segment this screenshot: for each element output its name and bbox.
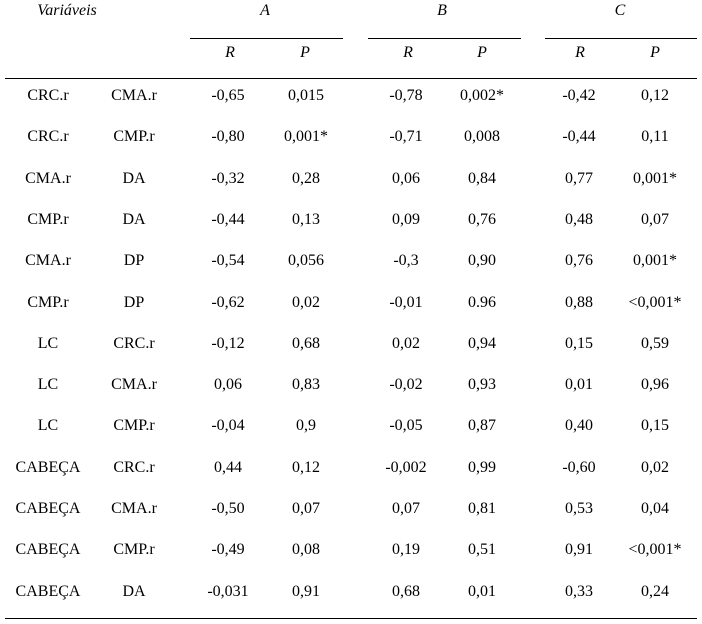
- cell-variable-1: CMA.r: [25, 252, 71, 270]
- cell-a-r: -0,50: [211, 500, 245, 517]
- cell-b-r: 0,19: [392, 541, 420, 559]
- cell-variable-1: CABEÇA: [15, 541, 81, 559]
- cell-variable-2: CRC.r: [113, 458, 155, 476]
- cell-b-r: -0,3: [393, 252, 419, 270]
- subheader-c-r: R: [575, 44, 585, 61]
- cell-a-p: 0,91: [292, 582, 320, 600]
- cell-a-p: 0,9: [296, 417, 316, 435]
- cell-variable-2: CMP.r: [113, 417, 155, 435]
- cell-c-p: 0,02: [641, 458, 669, 476]
- cell-c-r: 0,40: [565, 417, 593, 435]
- table-row: [0, 499, 702, 539]
- cell-c-r: 0,01: [565, 376, 593, 394]
- cell-variable-1: CABEÇA: [15, 500, 81, 517]
- cell-b-r: 0,68: [392, 582, 420, 600]
- subheader-a-r: R: [225, 44, 235, 61]
- cell-a-r: -0,49: [211, 541, 245, 559]
- cell-a-p: 0,001*: [284, 128, 328, 146]
- cell-a-r: -0,65: [211, 87, 245, 104]
- table-row: [0, 169, 702, 209]
- cell-a-r: -0,12: [211, 334, 245, 352]
- table-row: [0, 458, 702, 498]
- cell-c-r: 0,88: [565, 293, 593, 311]
- cell-b-p: 0,87: [468, 417, 496, 435]
- cell-c-p: 0,11: [641, 128, 669, 146]
- cell-a-p: 0,02: [292, 293, 320, 311]
- cell-a-p: 0,83: [292, 376, 320, 394]
- table-row: [0, 127, 702, 167]
- cell-c-r: 0,53: [565, 500, 593, 517]
- cell-c-p: 0,001*: [633, 252, 677, 270]
- cell-a-r: -0,62: [211, 293, 245, 311]
- cell-variable-2: CRC.r: [113, 334, 155, 352]
- cell-a-p: 0,13: [292, 210, 320, 228]
- cell-variable-2: CMA.r: [111, 500, 157, 517]
- cell-b-p: 0,84: [468, 169, 496, 187]
- cell-a-r: 0,44: [214, 458, 242, 476]
- cell-a-p: 0,28: [292, 169, 320, 187]
- cell-a-r: -0,44: [211, 210, 245, 228]
- cell-a-r: -0,80: [211, 128, 245, 146]
- cell-b-p: 0,99: [468, 458, 496, 476]
- cell-variable-2: DA: [122, 169, 146, 187]
- table-header-rule: [5, 78, 697, 79]
- cell-b-r: -0,78: [389, 87, 423, 104]
- cell-b-p: 0,01: [468, 582, 496, 600]
- cell-c-r: 0,91: [565, 541, 593, 559]
- cell-a-r: -0,031: [207, 582, 249, 600]
- cell-a-p: 0,08: [292, 541, 320, 559]
- table-row: [0, 251, 702, 291]
- cell-c-p: 0,04: [641, 500, 669, 517]
- cell-a-p: 0,12: [292, 458, 320, 476]
- cell-a-r: -0,54: [211, 252, 245, 270]
- cell-c-r: 0,76: [565, 252, 593, 270]
- table-row: [0, 334, 702, 374]
- table-row: [0, 540, 702, 580]
- cell-variable-2: DA: [122, 582, 146, 600]
- cell-c-p: 0,24: [641, 582, 669, 600]
- cell-b-p: 0,008: [464, 128, 500, 146]
- cell-c-r: 0,48: [565, 210, 593, 228]
- cell-variable-2: DA: [122, 210, 146, 228]
- cell-c-r: 0,77: [565, 169, 593, 187]
- cell-b-r: -0,01: [389, 293, 423, 311]
- table-row: [0, 416, 702, 456]
- cell-variable-1: LC: [37, 376, 59, 394]
- cell-b-p: 0,76: [468, 210, 496, 228]
- group-a-underline: [190, 38, 343, 39]
- cell-a-p: 0,015: [288, 87, 324, 104]
- table-row: [0, 375, 702, 415]
- cell-variable-1: CABEÇA: [15, 458, 81, 476]
- cell-variable-2: CMA.r: [111, 87, 157, 104]
- cell-b-p: 0.96: [468, 293, 496, 311]
- cell-b-p: 0,90: [468, 252, 496, 270]
- cell-c-p: <0,001*: [628, 541, 682, 559]
- cell-variable-2: CMP.r: [113, 541, 155, 559]
- cell-b-r: 0,06: [392, 169, 420, 187]
- cell-b-p: 0,94: [468, 334, 496, 352]
- cell-variable-2: CMP.r: [113, 128, 155, 146]
- cell-c-p: 0,96: [641, 376, 669, 394]
- cell-variable-2: DP: [123, 252, 145, 270]
- table-row: [0, 293, 702, 333]
- group-b-underline: [368, 38, 521, 39]
- cell-variable-1: LC: [37, 334, 59, 352]
- table-row: [0, 582, 702, 622]
- header-group-c: C: [614, 2, 626, 19]
- table-row: [0, 210, 702, 250]
- cell-b-p: 0,002*: [460, 87, 504, 104]
- cell-b-p: 0,81: [468, 500, 496, 517]
- header-group-a: A: [260, 2, 270, 19]
- cell-c-p: 0,001*: [633, 169, 677, 187]
- cell-a-r: 0,06: [214, 376, 242, 394]
- cell-c-p: 0,15: [641, 417, 669, 435]
- subheader-b-p: P: [477, 44, 487, 61]
- cell-c-p: <0,001*: [628, 293, 682, 311]
- cell-a-p: 0,07: [292, 500, 320, 517]
- cell-c-r: -0,42: [562, 87, 596, 104]
- group-c-underline: [545, 38, 697, 39]
- cell-c-r: -0,60: [562, 458, 596, 476]
- cell-b-r: -0,71: [389, 128, 423, 146]
- subheader-a-p: P: [300, 44, 310, 61]
- cell-variable-1: CMA.r: [25, 169, 71, 187]
- cell-b-r: 0,02: [392, 334, 420, 352]
- cell-b-p: 0,51: [468, 541, 496, 559]
- cell-b-r: -0,02: [389, 376, 423, 394]
- header-variables: Variáveis: [37, 2, 97, 19]
- cell-b-r: 0,09: [392, 210, 420, 228]
- cell-a-r: -0,32: [211, 169, 245, 187]
- cell-c-p: 0,07: [641, 210, 669, 228]
- cell-b-p: 0,93: [468, 376, 496, 394]
- cell-variable-2: DP: [123, 293, 145, 311]
- cell-c-r: 0,15: [565, 334, 593, 352]
- subheader-b-r: R: [403, 44, 413, 61]
- cell-a-p: 0,68: [292, 334, 320, 352]
- cell-b-r: -0,002: [385, 458, 427, 476]
- cell-c-r: -0,44: [562, 128, 596, 146]
- cell-variable-1: CRC.r: [27, 87, 69, 104]
- subheader-c-p: P: [650, 44, 660, 61]
- cell-variable-1: CABEÇA: [15, 582, 81, 600]
- table-row: [0, 86, 702, 126]
- table-bottom-rule: [5, 618, 697, 619]
- cell-a-r: -0,04: [211, 417, 245, 435]
- header-group-b: B: [437, 2, 447, 19]
- cell-variable-1: LC: [37, 417, 59, 435]
- cell-b-r: -0,05: [389, 417, 423, 435]
- cell-variable-1: CMP.r: [27, 210, 69, 228]
- cell-c-p: 0,12: [641, 87, 669, 104]
- cell-a-p: 0,056: [288, 252, 324, 270]
- cell-variable-1: CRC.r: [27, 128, 69, 146]
- cell-c-r: 0,33: [565, 582, 593, 600]
- cell-b-r: 0,07: [392, 500, 420, 517]
- cell-variable-1: CMP.r: [27, 293, 69, 311]
- cell-c-p: 0,59: [641, 334, 669, 352]
- cell-variable-2: CMA.r: [111, 376, 157, 394]
